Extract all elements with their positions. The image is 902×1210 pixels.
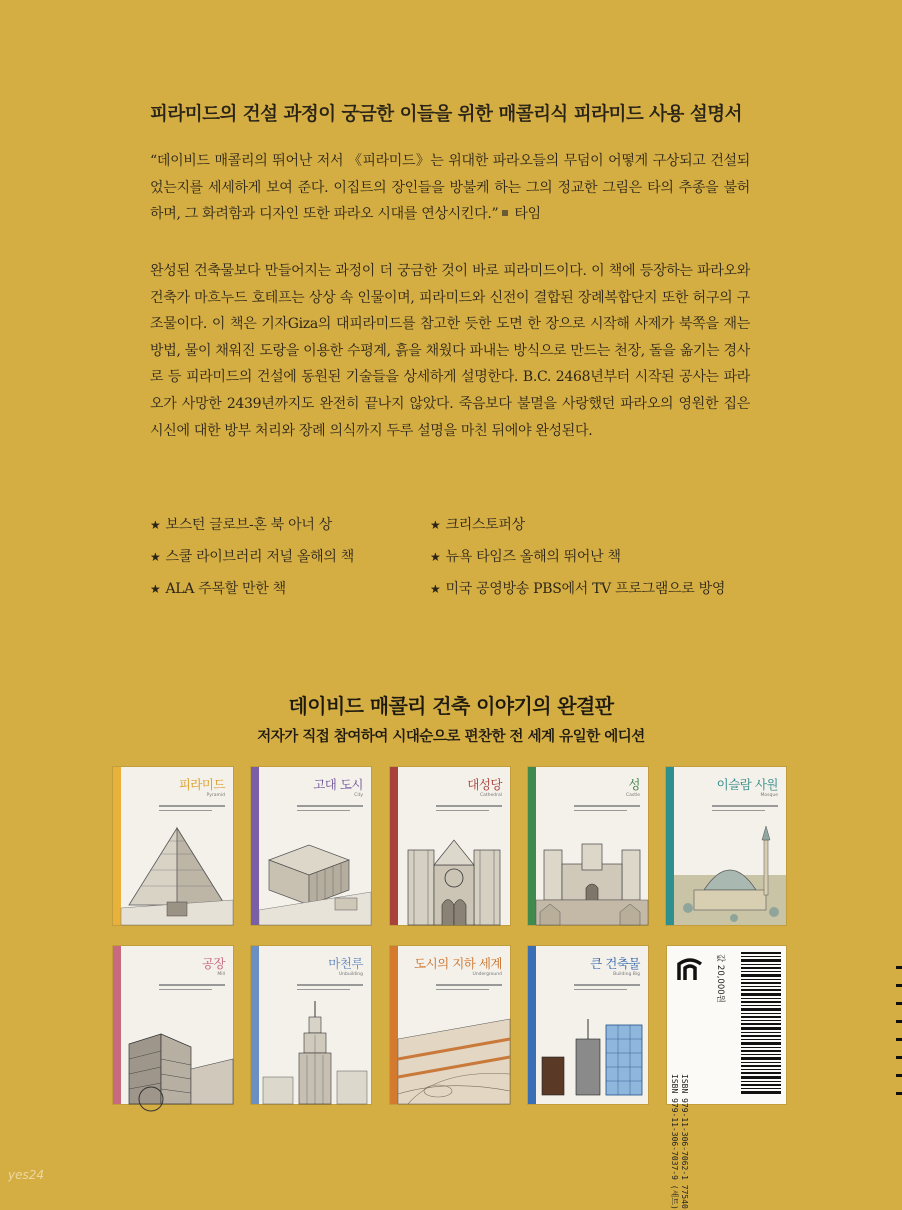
award-item: ★ ALA 주목할 만한 책 [150,581,286,597]
book-subtitle: City [354,793,363,798]
blurb-lines [297,805,363,815]
book-title: 대성당 [467,777,502,792]
book-cover-mill[interactable] [113,946,233,1104]
book-title: 피라미드 [178,777,225,792]
award-item: ★ 보스턴 글로브-혼 북 아너 상 [150,517,332,533]
blurb-lines [297,984,363,994]
star-icon: ★ [430,582,441,596]
book-cover-unbuilding[interactable] [251,946,371,1104]
series-subtitle: 저자가 직접 참여하여 시대순으로 편찬한 전 세계 유일한 에디션 [257,729,645,745]
barcode-card [667,946,786,1210]
skyscraper-illustration [259,999,371,1104]
book-cover-pyramid[interactable] [113,767,233,925]
isbn-number: ISBN 979-11-306-7062-1 77540 [680,1074,689,1209]
blurb-lines [574,984,640,994]
building-big-illustration [536,999,648,1104]
star-icon: ★ [430,518,441,532]
book-title: 이슬람 사원 [716,777,778,792]
book-spine [251,767,259,925]
isbn-block [669,1074,689,1210]
award-item: ★ 스쿨 라이브러리 저널 올해의 책 [150,549,354,565]
book-spine [390,946,398,1104]
book-title: 큰 건축물 [590,956,640,971]
book-spine [251,946,259,1104]
book-spine [113,767,121,925]
book-cover-castle[interactable] [528,767,648,925]
city-illustration [259,820,371,925]
star-icon: ★ [150,550,161,564]
book-subtitle: Cathedral [480,793,502,798]
underground-illustration [398,999,510,1104]
page-edge-marks [896,966,902,1110]
mill-illustration [121,999,233,1104]
book-subtitle: Unbuilding [338,972,363,977]
book-subtitle: Castle [625,793,640,798]
book-cover-cathedral[interactable] [390,767,510,925]
cathedral-illustration [398,820,510,925]
book-subtitle: Pyramid [206,793,225,798]
pyramid-illustration [121,820,233,925]
castle-illustration [536,820,648,925]
blurb-lines [574,805,640,815]
quote-text: “데이비드 매콜리의 뛰어난 저서 《피라미드》는 위대한 파라오들의 무덤이 어떻게 구상되고 건설되었는지를 세세하게 보여 준다. 이집트의 장인들을 방불케 하는 그의 정교한 그림은 타의 추종을 불허하며, 그 화려함과 디자인 또한 파라오 시대를 연상시킨다.” [150,153,750,223]
watermark: yes24 [8,1168,45,1182]
book-title: 공장 [201,956,225,971]
book-title: 고대 도시 [313,777,363,792]
mosque-illustration [674,820,786,925]
book-spine [390,767,398,925]
book-spine [666,767,674,925]
book-cover-building-big[interactable] [528,946,648,1104]
review-quote [150,148,750,228]
book-subtitle: Underground [472,972,502,977]
book-description: 완성된 건축물보다 만들어지는 과정이 더 궁금한 것이 바로 피라미드이다. 이 책에 등장하는 파라오와 건축가 마흐누드 호테프는 상상 속 인물이며, 피라미드와 신전이 결합된 장례복합단지 또한 허구의 구조물이다. 이 책은 기자Giza의 대피라미드를 참고한 듯한 도면 한 장으로 시작해 사제가 북쪽을 재는 방법, 물이 채워진 도랑을 이용한 수평계, 흙을 채웠다 파내는 방식으로 만드는 천장, 돌을 옮기는 경사로 등 피라미드의 건설에 동원된 기술들을 상세하게 설명한다. B.C. 2468년부터 시작된 공사는 파라오가 사망한 2439년까지도 완전히 끝나지 않았다. 죽음보다 불멸을 사랑했던 파라오의 영원한 집은 시신에 대한 방부 처리와 장례 의식까지 두루 설명을 마친 뒤에야 완성된다. [150,263,750,439]
book-subtitle: Mill [217,972,225,977]
series-title: 데이비드 매콜리 건축 이야기의 완결판 [288,694,614,718]
blurb-lines [712,805,778,815]
book-cover-mosque[interactable] [666,767,786,925]
book-cover-city[interactable] [251,767,371,925]
blurb-lines [159,805,225,815]
barcode-icon [741,950,781,1100]
book-spine [528,767,536,925]
quote-source: 타임 [514,206,541,223]
blurb-lines [436,805,502,815]
headline: 피라미드의 건설 과정이 궁금한 이들을 위한 매콜리식 피라미드 사용 설명서 [150,104,742,125]
blurb-lines [436,984,502,994]
award-item: ★ 크리스토퍼상 [430,517,525,533]
source-marker [502,210,508,216]
book-title: 마천루 [328,956,363,971]
book-title: 도시의 지하 세계 [414,956,502,971]
award-item: ★ 뉴욕 타임즈 올해의 뛰어난 책 [430,549,621,565]
publisher-logo-icon [675,954,705,984]
star-icon: ★ [430,550,441,564]
isbn-set-number: ISBN 979-11-306-7037-9 (세트) [670,1074,679,1210]
award-item: ★ 미국 공영방송 PBS에서 TV 프로그램으로 방영 [430,581,726,597]
book-subtitle: Building Big [613,972,640,977]
price: 값 20,000원 [715,954,725,1003]
book-spine [528,946,536,1104]
star-icon: ★ [150,582,161,596]
book-subtitle: Mosque [760,793,778,798]
book-title: 성 [628,777,640,792]
book-spine [113,946,121,1104]
star-icon: ★ [150,518,161,532]
blurb-lines [159,984,225,994]
book-cover-underground[interactable] [390,946,510,1104]
